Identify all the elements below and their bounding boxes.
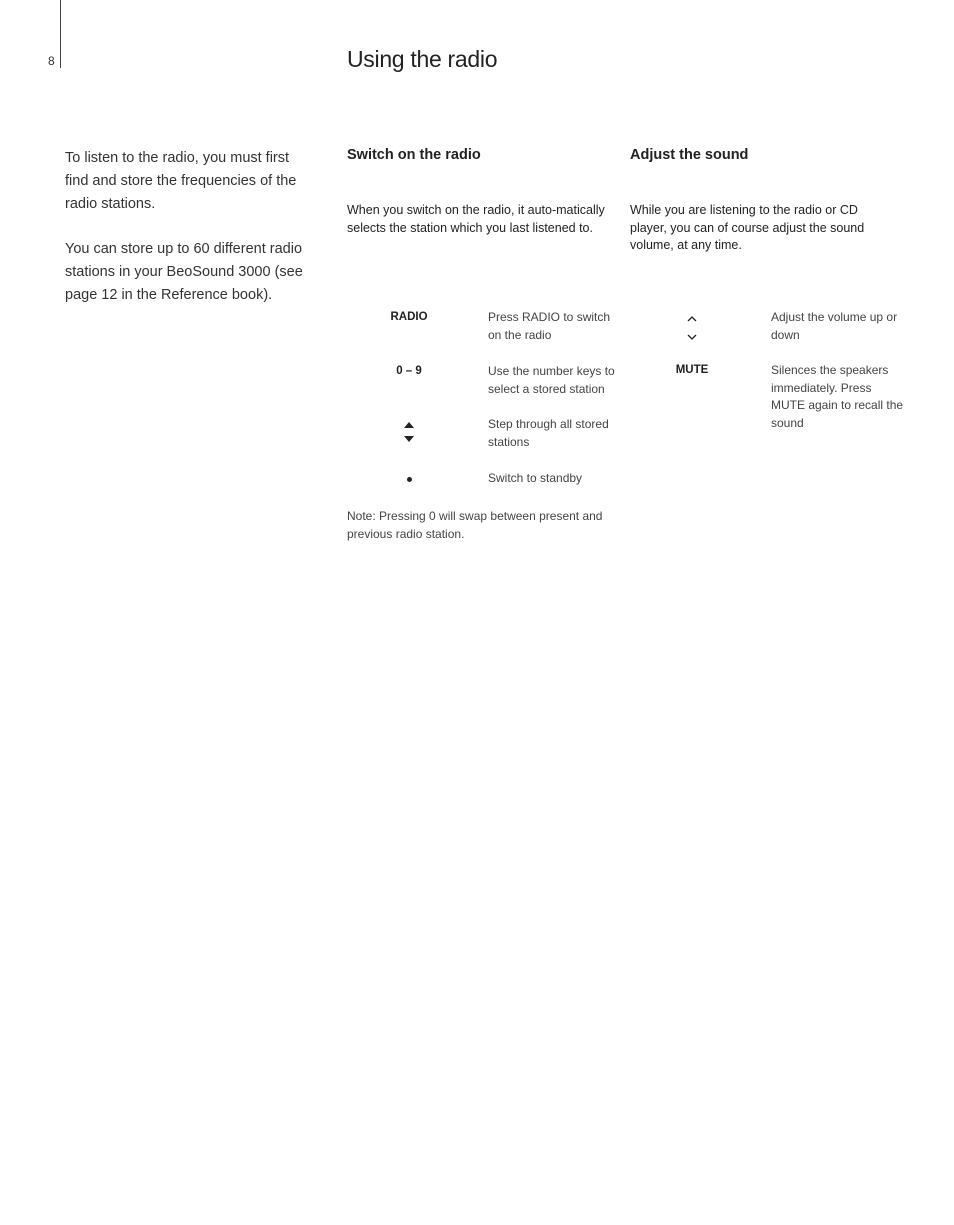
instruction-desc: Silences the speakers immediately. Press MUTE again to recall the sound	[771, 363, 904, 431]
switch-on-section	[347, 147, 612, 235]
adjust-sound-heading: Adjust the sound	[630, 147, 749, 163]
page-title: Using the radio	[347, 46, 498, 72]
note-text: Note: Pressing 0 will swap between present and previous radio station.	[347, 509, 603, 541]
adjust-sound-section	[630, 147, 895, 253]
chevron-up-down-icon	[686, 314, 698, 342]
dot-icon	[407, 477, 412, 482]
radio-key: RADIO	[390, 311, 428, 323]
triangle-down-icon	[404, 436, 414, 442]
instruction-desc: Switch to standby	[488, 471, 583, 485]
margin-rule	[60, 0, 61, 68]
intro-paragraph: You can store up to 60 different radio stations in your BeoSound 3000 (see page 12 in the Reference book).	[65, 241, 303, 303]
page-number: 8	[48, 54, 55, 68]
instruction-desc: Press RADIO to switch on the radio	[488, 310, 611, 342]
up-down-triangle-icon	[347, 416, 471, 442]
instruction-desc: Adjust the volume up or down	[771, 310, 898, 342]
instruction-desc: Step through all stored stations	[488, 417, 609, 449]
switch-on-body: When you switch on the radio, it auto-matically selects the station which you last listened to.	[347, 203, 605, 235]
intro-text	[65, 147, 315, 329]
mute-key: MUTE	[675, 364, 709, 376]
intro-paragraph: To listen to the radio, you must first find and store the frequencies of the radio stations.	[65, 150, 297, 212]
standby-dot-icon	[347, 470, 471, 482]
instruction-desc: Use the number keys to select a stored station	[488, 364, 615, 396]
triangle-up-icon	[404, 422, 414, 428]
volume-up-down-chevron-icon	[630, 309, 754, 342]
switch-on-heading: Switch on the radio	[347, 147, 481, 163]
adjust-sound-body: While you are listening to the radio or CD player, you can of course adjust the sound volume, at any time.	[630, 203, 865, 253]
number-keys: 0 – 9	[396, 365, 422, 377]
